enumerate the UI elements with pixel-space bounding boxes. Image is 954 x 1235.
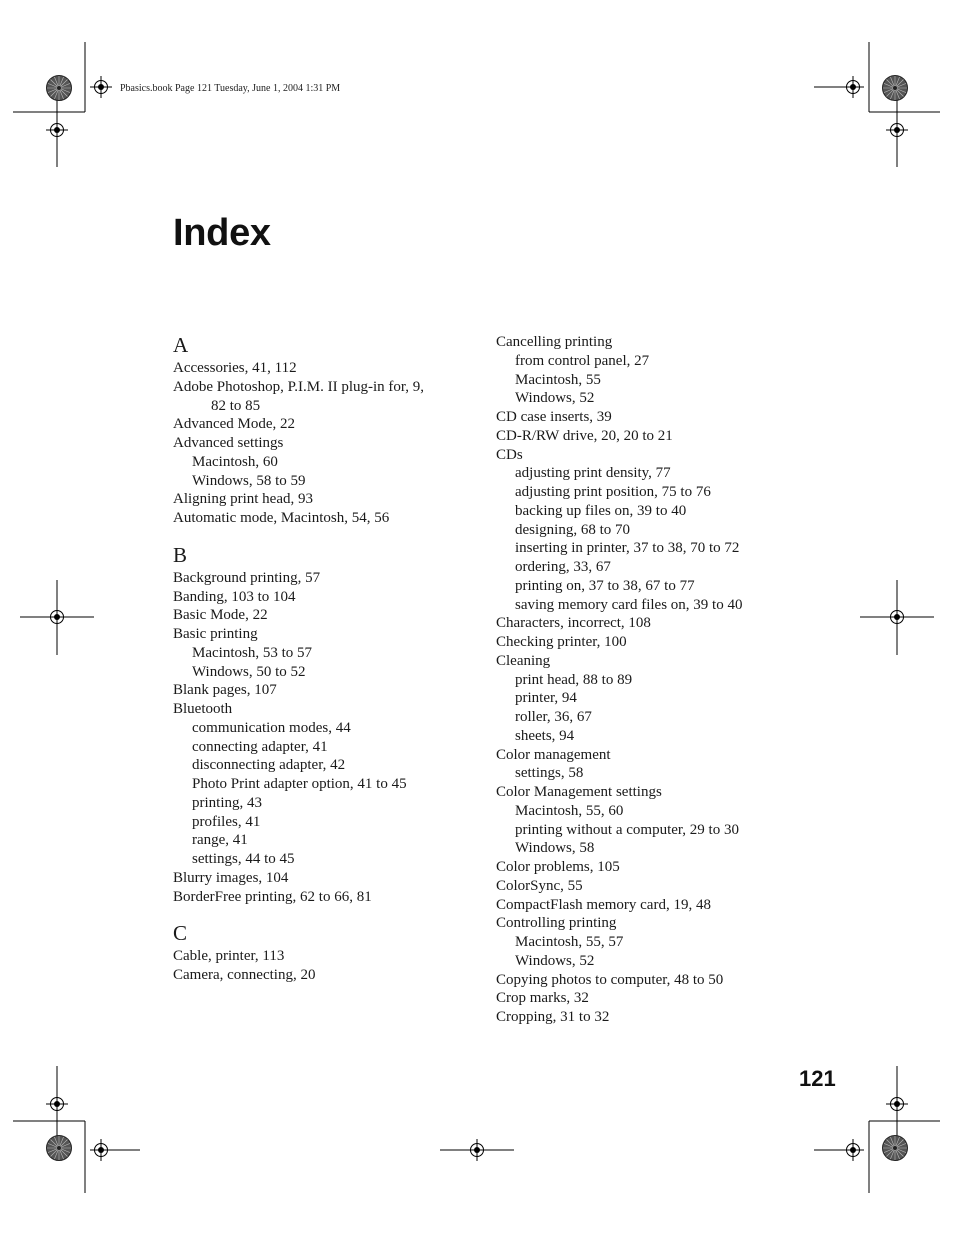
index-entry-continuation: 82 to 85 bbox=[211, 397, 261, 414]
index-subentry: Macintosh, 55, 57 bbox=[515, 934, 624, 950]
index-entry: CompactFlash memory card, 19, 48 bbox=[496, 896, 711, 913]
index-entry: ColorSync, 55 bbox=[496, 877, 583, 894]
index-subentry: Windows, 50 to 52 bbox=[192, 663, 306, 680]
index-subentry: Windows, 58 to 59 bbox=[192, 472, 306, 489]
index-subentry: Macintosh, 55 bbox=[515, 371, 601, 388]
index-entry: Color Management settings bbox=[496, 784, 662, 800]
index-subentry: Macintosh, 60 bbox=[192, 453, 278, 470]
index-entry: Banding, 103 to 104 bbox=[173, 588, 296, 605]
index-entry: CDs bbox=[496, 446, 523, 463]
index-entry: Checking printer, 100 bbox=[496, 634, 627, 650]
index-subentry: sheets, 94 bbox=[515, 727, 575, 744]
index-entry: Controlling printing bbox=[496, 915, 617, 932]
index-subentry: backing up files on, 39 to 40 bbox=[515, 502, 687, 519]
index-subentry: range, 41 bbox=[192, 832, 248, 849]
index-subentry: Macintosh, 55, 60 bbox=[515, 802, 624, 819]
index-entry: Basic printing bbox=[173, 626, 258, 642]
index-subentry: adjusting print density, 77 bbox=[515, 465, 671, 482]
index-subentry: profiles, 41 bbox=[192, 813, 261, 830]
index-section-b bbox=[173, 543, 473, 907]
book-slug: Pbasics.book Page 121 Tuesday, June 1, 2004 1:31 PM bbox=[120, 83, 341, 94]
index-entry: Color problems, 105 bbox=[496, 859, 620, 875]
index-column-left bbox=[173, 333, 473, 985]
index-column-right bbox=[496, 333, 816, 1027]
section-letter: A bbox=[173, 333, 189, 357]
index-entry: Color management bbox=[496, 746, 611, 763]
index-entry: Basic Mode, 22 bbox=[173, 607, 268, 624]
index-entry: Crop marks, 32 bbox=[496, 990, 589, 1007]
index-subentry: settings, 44 to 45 bbox=[192, 851, 295, 867]
page-number: 121 bbox=[799, 1066, 836, 1091]
index-subentry: printing without a computer, 29 to 30 bbox=[515, 821, 739, 838]
index-subentry: inserting in printer, 37 to 38, 70 to 72 bbox=[515, 540, 740, 557]
index-section-c bbox=[173, 921, 473, 985]
index-subentry: Macintosh, 53 to 57 bbox=[192, 644, 312, 661]
index-subentry: Windows, 52 bbox=[515, 390, 595, 407]
section-letter: C bbox=[173, 921, 188, 946]
index-subentry: printer, 94 bbox=[515, 690, 577, 707]
index-entry: Adobe Photoshop, P.I.M. II plug-in for, 9, bbox=[173, 378, 425, 395]
index-entry: Cable, printer, 113 bbox=[173, 948, 285, 965]
index-subentry: Windows, 52 bbox=[515, 952, 595, 969]
index-subentry: connecting adapter, 41 bbox=[192, 738, 328, 755]
index-subentry: designing, 68 to 70 bbox=[515, 521, 630, 538]
index-entry: Automatic mode, Macintosh, 54, 56 bbox=[173, 510, 390, 526]
index-entry: Bluetooth bbox=[173, 701, 233, 717]
index-subentry: disconnecting adapter, 42 bbox=[192, 757, 346, 774]
index-entry: CD-R/RW drive, 20, 20 to 21 bbox=[496, 427, 673, 444]
index-entry: Cleaning bbox=[496, 652, 551, 669]
index-entry: Characters, incorrect, 108 bbox=[496, 615, 651, 632]
index-entry: Cancelling printing bbox=[496, 334, 613, 350]
index-subentry: communication modes, 44 bbox=[192, 719, 351, 736]
index-entry: Blurry images, 104 bbox=[173, 869, 289, 886]
index-entry: Blank pages, 107 bbox=[173, 682, 277, 699]
index-entry: Camera, connecting, 20 bbox=[173, 967, 316, 983]
index-subentry: Windows, 58 bbox=[515, 840, 595, 857]
index-entry: BorderFree printing, 62 to 66, 81 bbox=[173, 888, 372, 905]
index-entry: Aligning print head, 93 bbox=[173, 491, 313, 508]
index-subentry: print head, 88 to 89 bbox=[515, 671, 633, 688]
index-entry: Advanced settings bbox=[173, 435, 284, 451]
index-entry: Advanced Mode, 22 bbox=[173, 416, 296, 433]
index-subentry: ordering, 33, 67 bbox=[515, 559, 611, 575]
index-subentry: adjusting print position, 75 to 76 bbox=[515, 484, 711, 500]
index-entry: Background printing, 57 bbox=[173, 569, 321, 586]
index-section-a bbox=[173, 333, 473, 528]
index-entry: Cropping, 31 to 32 bbox=[496, 1009, 610, 1025]
index-subentry: settings, 58 bbox=[515, 765, 584, 782]
index-subentry: roller, 36, 67 bbox=[515, 709, 592, 725]
index-subentry: saving memory card files on, 39 to 40 bbox=[515, 596, 743, 613]
index-entry: Copying photos to computer, 48 to 50 bbox=[496, 971, 724, 988]
index-subentry: printing on, 37 to 38, 67 to 77 bbox=[515, 577, 695, 594]
section-letter: B bbox=[173, 542, 188, 567]
index-entry: CD case inserts, 39 bbox=[496, 409, 612, 425]
page-title: Index bbox=[173, 212, 271, 254]
index-entry: Accessories, 41, 112 bbox=[173, 360, 297, 376]
index-subentry: from control panel, 27 bbox=[515, 352, 650, 369]
index-subentry: printing, 43 bbox=[192, 794, 262, 811]
index-subentry: Photo Print adapter option, 41 to 45 bbox=[192, 776, 407, 792]
